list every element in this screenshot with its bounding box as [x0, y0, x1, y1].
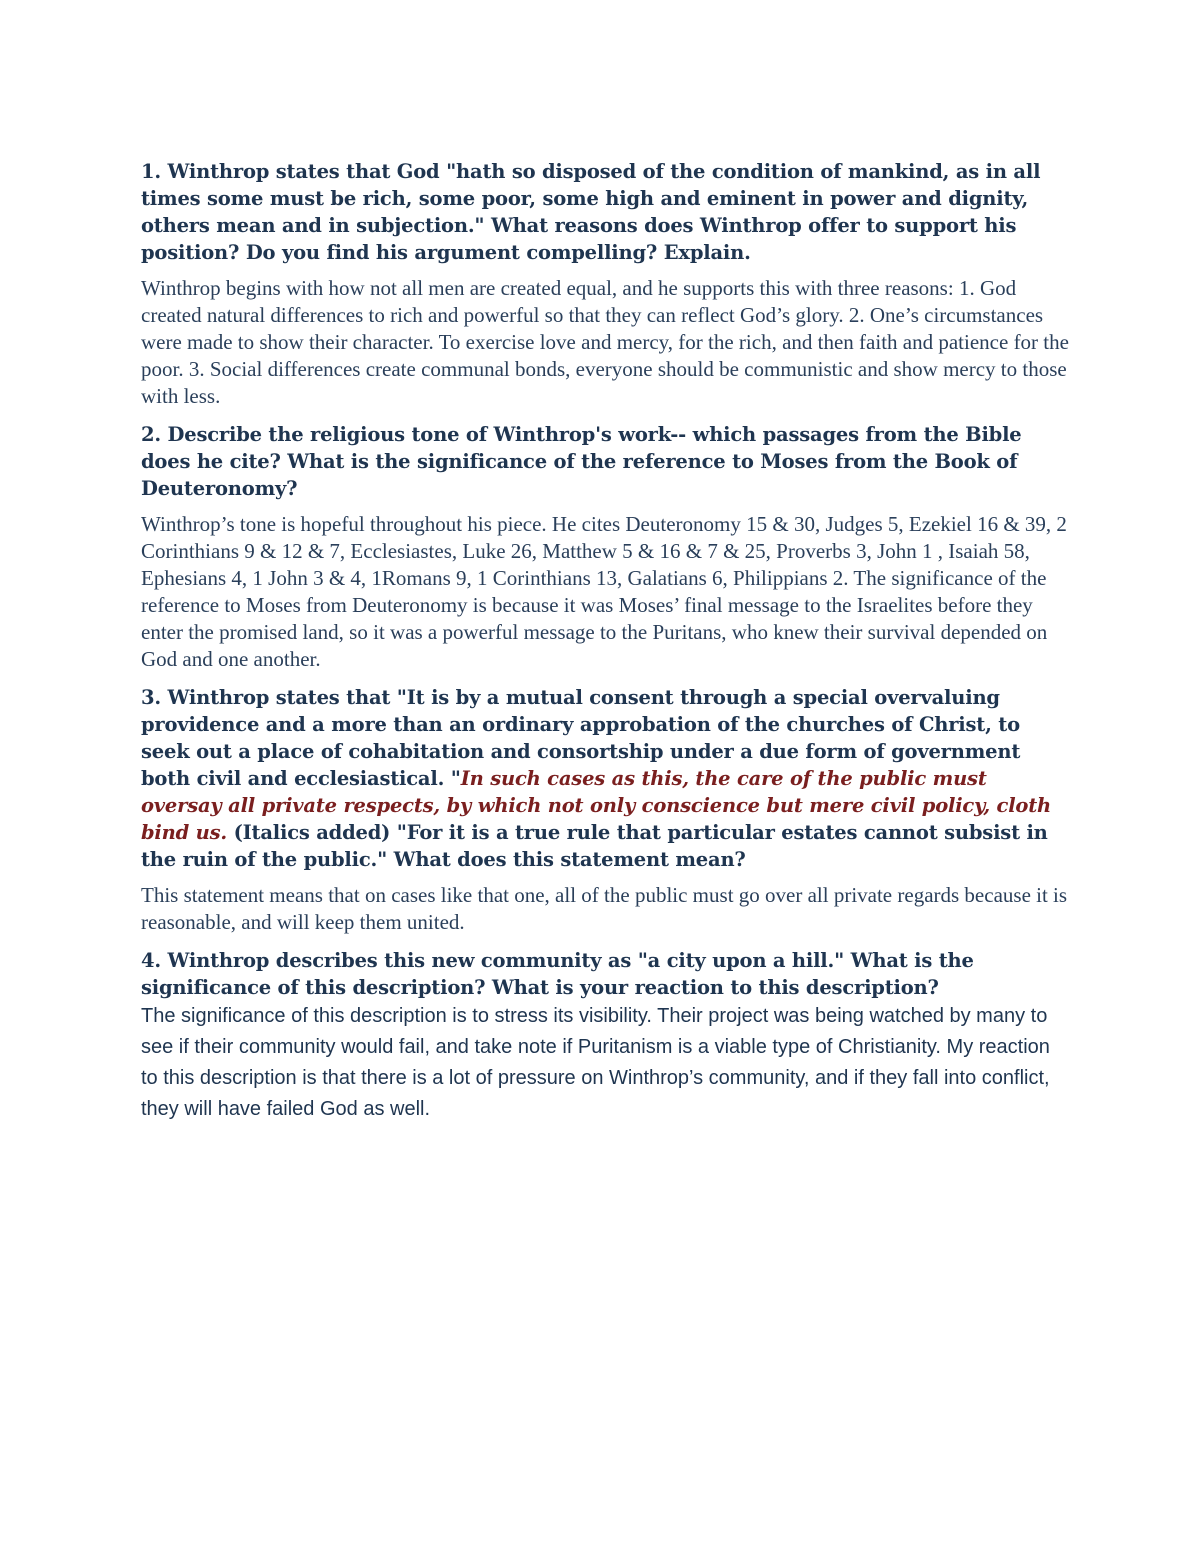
answer-3: This statement means that on cases like that one, all of the public must go over all private regards because it is reasonable, and will keep them united.	[141, 883, 1068, 934]
question-3-end: (Italics added) "For it is a true rule that particular estates cannot subsist in the ruin of the public." What does this statement mean?	[141, 821, 1048, 871]
question-3-start: 3. Winthrop states that "It is by a mutual consent through a special overvaluing providence and a more than an ordinary approbation of the churches of Christ, to seek out a place of cohabitation and consortship under a due form of government both civil and ecclesiastical. "	[141, 686, 1021, 790]
document-body	[141, 158, 1071, 1125]
question-1: 1. Winthrop states that God "hath so disposed of the condition of mankind, as in all times some must be rich, some poor, some high and eminent in power and dignity, others mean and in subjection." What reasons does Winthrop offer to support his position? Do you find his argument compelling? Explain.	[141, 160, 1041, 264]
answer-4: The significance of this description is to stress its visibility. Their project was being watched by many to see if their community would fail, and take note if Puritanism is a viable type of Christianity. My reaction to this description is that there is a lot of pressure on Winthrop’s community, and if they fall into conflict, they will have failed God as well.	[141, 1005, 1050, 1120]
question-3	[141, 684, 1071, 873]
answer-2: Winthrop’s tone is hopeful throughout his piece. He cites Deuteronomy 15 & 30, Judges 5, Ezekiel 16 & 39, 2 Corinthians 9 & 12 & 7, Ecclesiastes, Luke 26, Matthew 5 & 16 & 7 & 25, Proverbs 3, John 1 , Isaiah 58, Ephesians 4, 1 John 3 & 4, 1Romans 9, 1 Corinthians 13, Galatians 6, Philippians 2. The significance of the reference to Moses from Deuteronomy is because it was Moses’ final message to the Israelites before they enter the promised land, so it was a powerful message to the Puritans, who knew their survival depended on God and one another.	[141, 512, 1067, 671]
question-3-italic-quote: In such cases as this, the care of the public must oversay all private respects, by which not only conscience but mere civil policy, cloth bind us.	[141, 767, 1052, 844]
question-2: 2. Describe the religious tone of Winthrop's work-- which passages from the Bible does he cite? What is the significance of the reference to Moses from the Book of Deuteronomy?	[141, 423, 1022, 500]
question-4: 4. Winthrop describes this new community as "a city upon a hill." What is the significance of this description? What is your reaction to this description?	[141, 949, 974, 999]
answer-1: Winthrop begins with how not all men are created equal, and he supports this with three reasons: 1. God created natural differences to rich and powerful so that they can reflect God’s glory. 2. One’s circumstances were made to show their character. To exercise love and mercy, for the rich, and then faith and patience for the poor. 3. Social differences create communal bonds, everyone should be communistic and show mercy to those with less.	[141, 276, 1069, 408]
